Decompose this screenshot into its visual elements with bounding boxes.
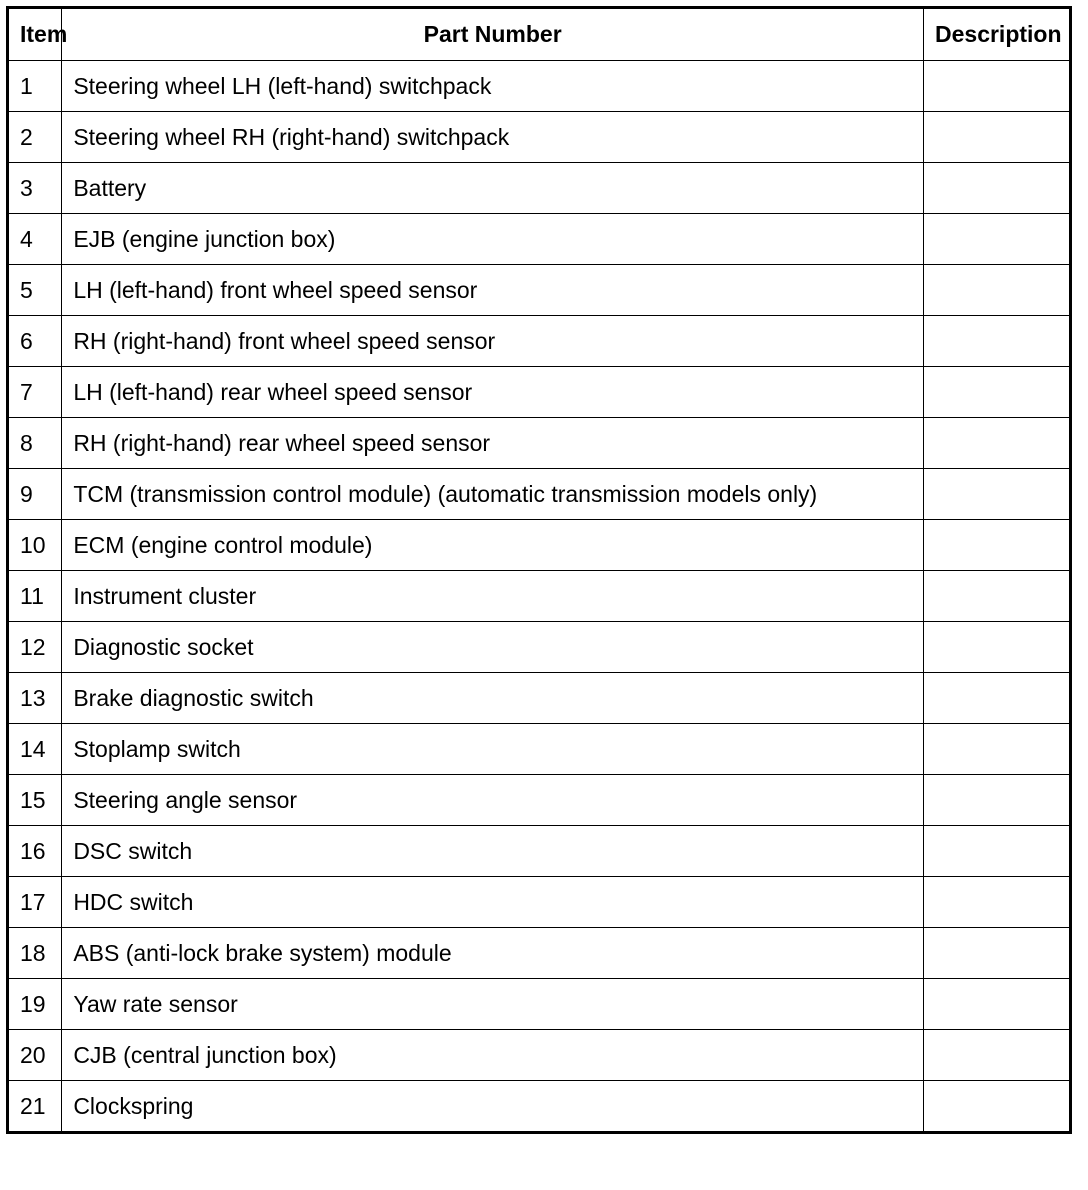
part-name-cell: HDC switch <box>62 877 924 928</box>
description-cell <box>924 163 1071 214</box>
part-name-cell: LH (left-hand) rear wheel speed sensor <box>62 367 924 418</box>
part-name-cell: RH (right-hand) front wheel speed sensor <box>62 316 924 367</box>
description-cell <box>924 61 1071 112</box>
part-name-cell: Yaw rate sensor <box>62 979 924 1030</box>
header-part-number: Part Number <box>62 8 924 61</box>
description-cell <box>924 673 1071 724</box>
part-name-cell: Clockspring <box>62 1081 924 1133</box>
item-number-cell: 10 <box>8 520 62 571</box>
item-number-cell: 4 <box>8 214 62 265</box>
table-row <box>8 673 1071 724</box>
table-row <box>8 163 1071 214</box>
part-name-cell: Diagnostic socket <box>62 622 924 673</box>
table-row <box>8 1030 1071 1081</box>
description-cell <box>924 367 1071 418</box>
item-number-cell: 7 <box>8 367 62 418</box>
table-row <box>8 418 1071 469</box>
part-name-cell: Instrument cluster <box>62 571 924 622</box>
description-cell <box>924 826 1071 877</box>
description-cell <box>924 265 1071 316</box>
description-cell <box>924 1030 1071 1081</box>
item-number-cell: 20 <box>8 1030 62 1081</box>
item-number-cell: 21 <box>8 1081 62 1133</box>
table-row <box>8 469 1071 520</box>
part-name-cell: Steering wheel RH (right-hand) switchpack <box>62 112 924 163</box>
part-name-cell: LH (left-hand) front wheel speed sensor <box>62 265 924 316</box>
description-cell <box>924 112 1071 163</box>
table-row <box>8 1081 1071 1133</box>
part-name-cell: EJB (engine junction box) <box>62 214 924 265</box>
table-row <box>8 265 1071 316</box>
item-number-cell: 17 <box>8 877 62 928</box>
part-name-cell: Battery <box>62 163 924 214</box>
table-row <box>8 622 1071 673</box>
table-row <box>8 826 1071 877</box>
item-number-cell: 16 <box>8 826 62 877</box>
description-cell <box>924 214 1071 265</box>
item-number-cell: 18 <box>8 928 62 979</box>
part-name-cell: RH (right-hand) rear wheel speed sensor <box>62 418 924 469</box>
item-number-cell: 1 <box>8 61 62 112</box>
description-cell <box>924 316 1071 367</box>
table-body <box>8 61 1071 1133</box>
item-number-cell: 6 <box>8 316 62 367</box>
part-name-cell: CJB (central junction box) <box>62 1030 924 1081</box>
description-cell <box>924 469 1071 520</box>
table-row <box>8 61 1071 112</box>
item-number-cell: 19 <box>8 979 62 1030</box>
description-cell <box>924 928 1071 979</box>
table-row <box>8 571 1071 622</box>
item-number-cell: 3 <box>8 163 62 214</box>
description-cell <box>924 520 1071 571</box>
table-row <box>8 775 1071 826</box>
part-name-cell: DSC switch <box>62 826 924 877</box>
description-cell <box>924 622 1071 673</box>
table-header-row <box>8 8 1071 61</box>
part-name-cell: ABS (anti-lock brake system) module <box>62 928 924 979</box>
item-number-cell: 8 <box>8 418 62 469</box>
table-row <box>8 214 1071 265</box>
item-number-cell: 9 <box>8 469 62 520</box>
description-cell <box>924 418 1071 469</box>
part-name-cell: Stoplamp switch <box>62 724 924 775</box>
table-row <box>8 877 1071 928</box>
table-row <box>8 367 1071 418</box>
table-row <box>8 316 1071 367</box>
table-row <box>8 724 1071 775</box>
description-cell <box>924 1081 1071 1133</box>
item-number-cell: 15 <box>8 775 62 826</box>
header-description: Description <box>924 8 1071 61</box>
item-number-cell: 13 <box>8 673 62 724</box>
table-row <box>8 520 1071 571</box>
part-name-cell: ECM (engine control module) <box>62 520 924 571</box>
item-number-cell: 14 <box>8 724 62 775</box>
description-cell <box>924 979 1071 1030</box>
table-row <box>8 928 1071 979</box>
part-name-cell: TCM (transmission control module) (automatic transmission models only) <box>62 469 924 520</box>
table-row <box>8 112 1071 163</box>
description-cell <box>924 775 1071 826</box>
description-cell <box>924 877 1071 928</box>
description-cell <box>924 571 1071 622</box>
item-number-cell: 2 <box>8 112 62 163</box>
header-item: Item <box>8 8 62 61</box>
part-name-cell: Brake diagnostic switch <box>62 673 924 724</box>
part-name-cell: Steering angle sensor <box>62 775 924 826</box>
table-row <box>8 979 1071 1030</box>
item-number-cell: 11 <box>8 571 62 622</box>
part-name-cell: Steering wheel LH (left-hand) switchpack <box>62 61 924 112</box>
parts-table <box>6 6 1072 1134</box>
item-number-cell: 5 <box>8 265 62 316</box>
item-number-cell: 12 <box>8 622 62 673</box>
description-cell <box>924 724 1071 775</box>
